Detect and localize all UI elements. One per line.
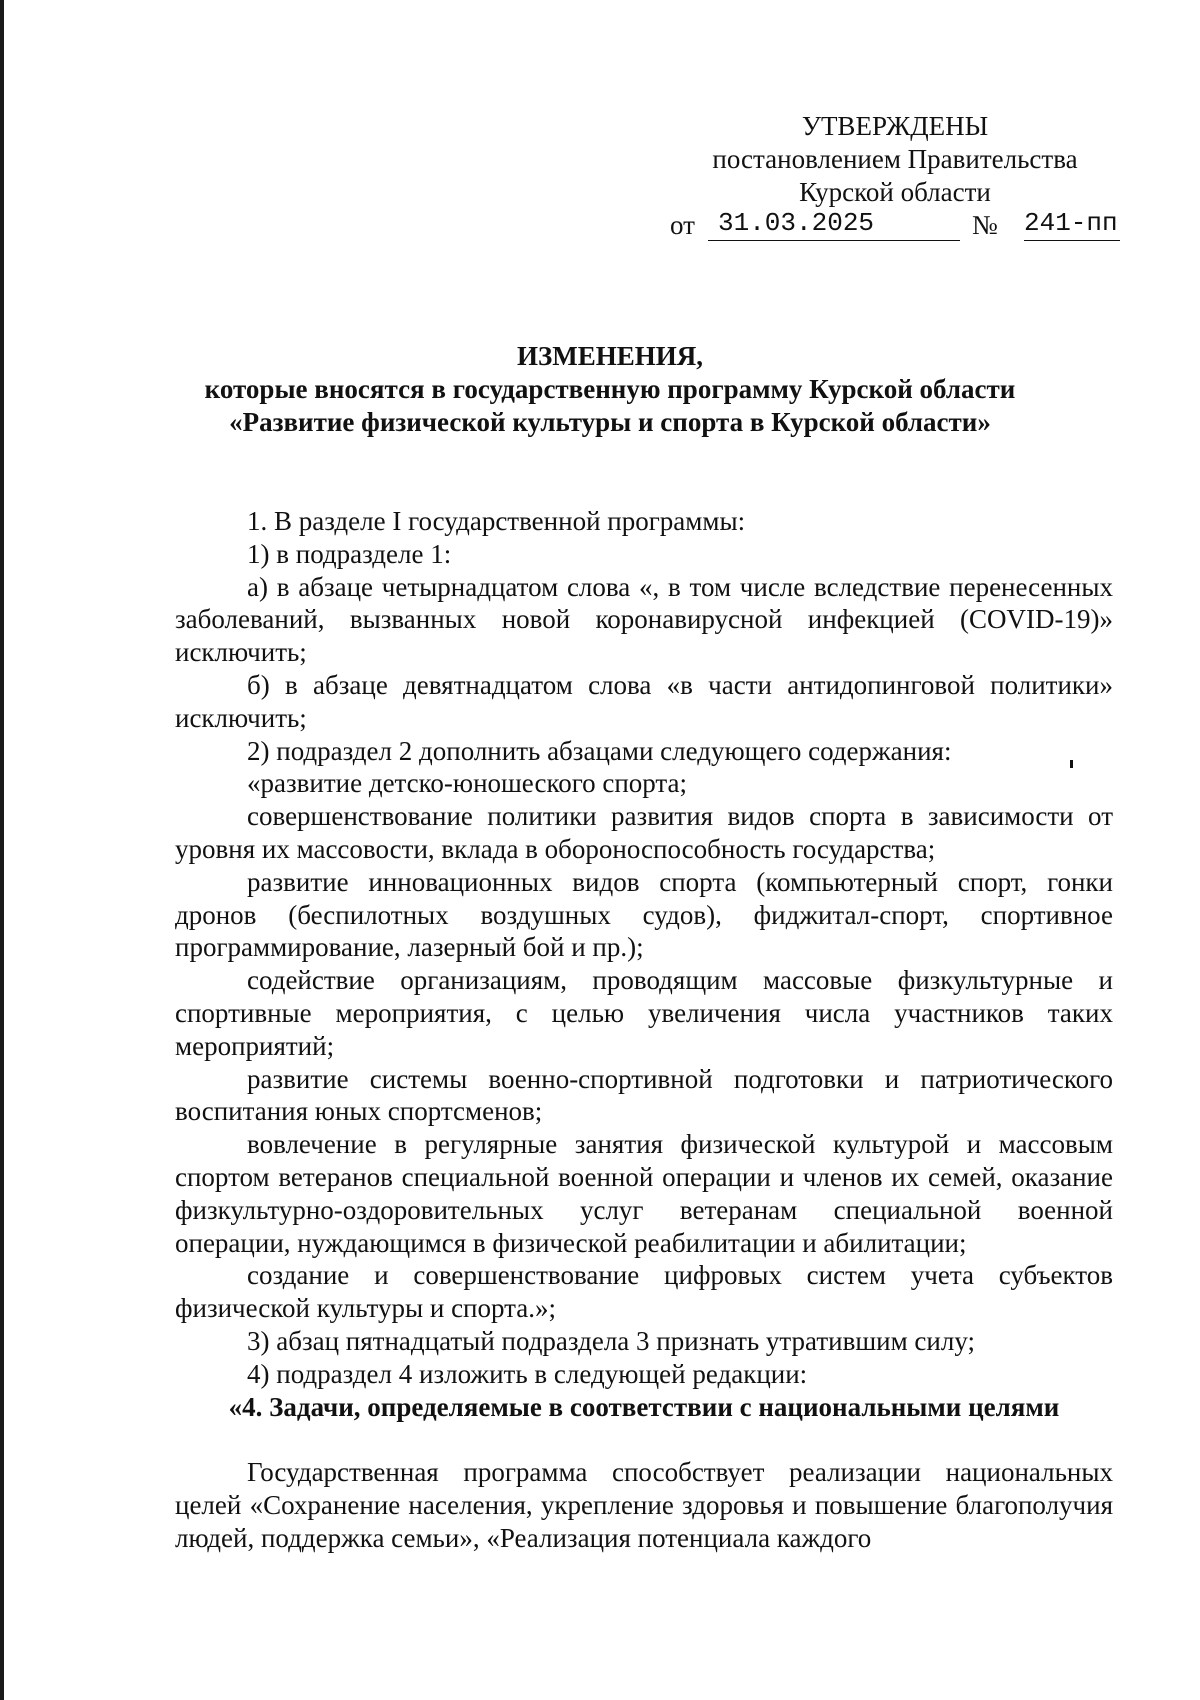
document-heading <box>160 340 1060 439</box>
paragraph: 3) абзац пятнадцатый подраздела 3 признать утратившим силу; <box>247 1325 975 1356</box>
paragraph: б) в абзаце девятнадцатом слова «в части антидопинговой политики» исключить; <box>175 669 1113 733</box>
number-prefix: № <box>972 210 998 240</box>
paragraph: совершенствование политики развития видов спорта в зависимости от уровня их массовости, вклада в обороноспособность государства; <box>175 801 1113 864</box>
page-left-edge <box>0 0 4 1700</box>
section-subheading: «4. Задачи, определяемые в соответствии с национальными целями <box>228 1391 1060 1422</box>
paragraph: 2) подраздел 2 дополнить абзацами следующего содержания: <box>247 735 952 766</box>
paragraph: развитие инновационных видов спорта (компьютерный спорт, гонки дронов (беспилотных воздушных судов), фиджитал-спорт, спортивное программирование, лазерный бой и пр.); <box>175 866 1113 963</box>
paragraph: 1) в подразделе 1: <box>247 538 452 569</box>
approval-block <box>660 110 1130 243</box>
approval-line-3: Курской области <box>799 177 991 207</box>
paragraph: создание и совершенствование цифровых систем учета субъектов физической культуры и спорта.»; <box>175 1260 1113 1324</box>
paragraph: содействие организациям, проводящим массовые физкультурные и спортивные мероприятия, с целью увеличения числа участников таких мероприятий; <box>175 965 1113 1061</box>
paragraph: а) в абзаце четырнадцатом слова «, в том числе вследствие перенесенных заболеваний, вызванных новой коронавирусной инфекцией (COVID-19)» исключить; <box>175 571 1113 668</box>
heading-line-3: «Развитие физической культуры и спорта в Курской области» <box>229 407 991 437</box>
final-paragraph: Государственная программа способствует реализации национальных целей «Сохранение населения, укрепление здоровья и повышение благополучия людей, поддержка семьи», «Реализация потенциала каждого <box>175 1457 1113 1553</box>
paragraph: 1. В разделе I государственной программы: <box>247 506 746 536</box>
approval-title: УТВЕРЖДЕНЫ <box>801 111 989 141</box>
approval-date-line <box>660 209 1130 243</box>
paragraph: «развитие детско-юношеского спорта; <box>247 768 688 799</box>
date-prefix: от <box>670 210 695 240</box>
paragraph: 4) подраздел 4 изложить в следующей редакции: <box>247 1358 808 1389</box>
document-body <box>175 505 1113 1555</box>
heading-title: ИЗМЕНЕНИЯ, <box>516 341 703 371</box>
heading-line-2: которые вносятся в государственную программу Курской области <box>204 374 1016 404</box>
approval-number: 241-пп <box>1024 207 1120 241</box>
approval-date: 31.03.2025 <box>708 207 960 241</box>
paragraph: вовлечение в регулярные занятия физической культурой и массовым спортом ветеранов специальной военной операции и членов их семей, оказание физкультурно-оздоровительных услуг ветеранам специальной военной операции, нуждающимся в физической реабилитации и абилитации; <box>175 1129 1113 1258</box>
paragraph: развитие системы военно-спортивной подготовки и патриотического воспитания юных спортсменов; <box>175 1063 1113 1127</box>
approval-line-2: постановлением Правительства <box>712 144 1078 174</box>
